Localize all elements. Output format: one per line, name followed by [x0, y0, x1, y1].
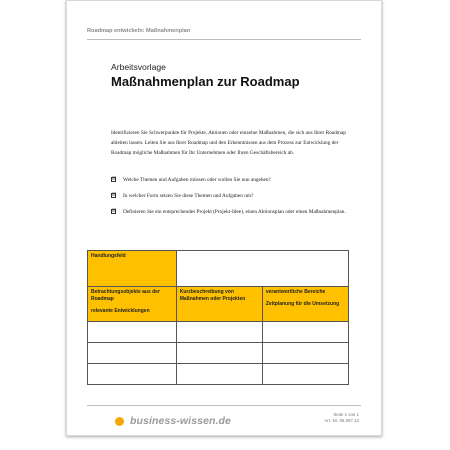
checkbox-icon: ☑ [112, 193, 117, 199]
question-item [111, 207, 351, 217]
column-header-sublabel: Zeitplanung für die Umsetzung [265, 301, 340, 307]
table-cell[interactable] [88, 364, 177, 385]
table-row [88, 322, 349, 343]
question-item [111, 191, 351, 201]
header-divider [87, 39, 361, 40]
field-input-cell[interactable] [176, 251, 348, 287]
document-title: Maßnahmenplan zur Roadmap [111, 74, 300, 89]
column-header [176, 287, 262, 322]
checkbox-icon: ☑ [112, 209, 117, 215]
table-cell[interactable] [176, 322, 262, 343]
table-cell[interactable] [262, 364, 348, 385]
logo-dot-icon [115, 417, 124, 426]
table-cell[interactable] [88, 343, 177, 364]
column-header [262, 287, 348, 322]
question-text: In welcher Form setzen Sie diese Themen und Aufgaben um? [123, 193, 254, 200]
logo-text: business-wissen.de [130, 415, 232, 427]
table-cell[interactable] [176, 364, 262, 385]
table-cell[interactable] [262, 343, 348, 364]
question-list [111, 175, 351, 224]
table-cell[interactable] [176, 343, 262, 364]
document-header: Roadmap entwickeln: Maßnahmenplan [87, 28, 191, 34]
page-number: Seite 1 von 1 [333, 412, 359, 417]
article-number: Art.-Nr. 06.057.13 [324, 418, 359, 423]
document-page [66, 0, 382, 436]
question-text: Welche Themen und Aufgaben müssen oder wollen Sie nun angehen? [123, 177, 271, 183]
column-header-label: verantwortliche Bereiche [265, 289, 326, 295]
column-header [88, 287, 177, 322]
field-label-cell [88, 251, 177, 287]
question-item [111, 175, 351, 185]
table-header-row [88, 287, 349, 322]
question-text: Definieren Sie ein entsprechendes Projekt (Projekt-Idee), einen Aktionsplan oder einen Maßnahmenplan. [123, 209, 346, 216]
table-row [88, 251, 349, 287]
table-cell[interactable] [88, 322, 177, 343]
table-row [88, 343, 349, 364]
column-header-label: Betrachtungsobjekte aus der Roadmap [91, 289, 160, 302]
action-plan-table [87, 250, 349, 385]
column-header-label: Kurzbeschreibung von Maßnahmen oder Projekten [179, 289, 246, 302]
document-type: Arbeitsvorlage [111, 62, 166, 72]
page-info [324, 412, 359, 424]
checkbox-icon: ☑ [112, 177, 117, 182]
column-header-sublabel: relevante Entwicklungen [91, 308, 150, 314]
table-cell[interactable] [262, 322, 348, 343]
field-label: Handlungsfeld [91, 253, 126, 259]
brand-logo [115, 415, 231, 427]
table-row [88, 364, 349, 385]
footer-divider [87, 405, 361, 406]
intro-paragraph: Identifizieren Sie Schwerpunkte für Projekte, Aktionen oder einzelne Maßnahmen, die sich aus Ihrer Roadmap ableiten lassen. Leiten Sie aus Ihrer Roadmap und den Erkenntnissen aus dem Prozess zur Entwicklung der Roadmap mögliche Maßnahmen für Ihr Unternehmen oder Ihren Geschäftsbereich ab. [111, 130, 346, 157]
